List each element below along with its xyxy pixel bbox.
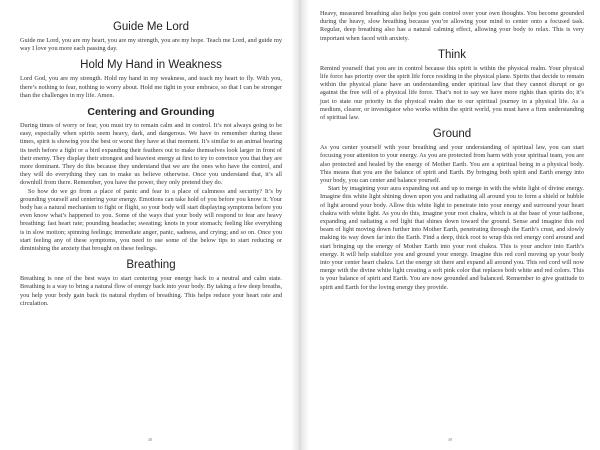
heading-hold-my-hand: Hold My Hand in Weakness [80, 59, 222, 72]
page-number-right: 49 [447, 437, 453, 442]
paragraph-centering-2: So how do we go from a place of panic and fear to a place of calmness and security? It’s by grounding yourself and centering your energy. Emotions can take hold of you before you know it. Your body has a natural mechanism to fight or flight, so your body will start displaying symptoms before you even know what’s happened to you. Some of the ways that your body will respond to fear are heavy breathing; fast heart rate; pounding headache; sweating; knots in your stomach; feeling like everything is in slow motion; spinning feelings; immediate anger, panic, sadness, and crying; and so on. Once you start feeling any of these symptoms, you need to use some of the below tips to start reducing or diminishing the anxiety that brought on these feelings. [20, 187, 282, 253]
paragraph-centering-1: During times of worry or fear, you must try to remain calm and in control. It’s not always going to be easy, especially when spirits seem heavy, dark, and dangerous. We have to remember during these times, spirit is showing you the best or worst they have at that moment. It’s similar to an animal bearing its teeth before a fight or a bird expanding their feathers out to make themselves look larger in front of their enemy. They display their strongest and heaviest energy at first to try to convince you that they are more dominant. They do this because they understand that we are the ones who have the control, and they will do everything they can to make us believe otherwise. Once you understand that, it’s all downhill from there. Remember, you have the power, they only pretend they do. [20, 122, 282, 187]
paragraph-ground-2: Start by imagining your aura expanding out and up to merge in with the white light of divine energy. Imagine this white light shining down upon you and radiating all around you to form a shield or bubble of light around your body. Allow this white light to penetrate into your energy and surround your heart chakra with white light. As you do this, imagine your root chakra, which is at the base of your tailbone, expanding and radiating a red light that shines down toward the ground. Sense and imagine this red beam of light moving down further into Mother Earth, penetrating through the Earth’s crust, and slowly making its way down far into the Earth. Find a deep, thick root to wrap this red energy cord around and start bringing up the energy of Mother Earth into your root chakra. This is your anchor into Earth’s energy. It will help stabilize you and ground your energy. Imagine this red cord moving up your body into your center heart chakra. Let the energy sit there and expand all around you. This red cord will now merge with the divine white light creating a soft pink color that replaces both white and red colors. This is your balance of spirit and Earth. You are now grounded and balanced. Remember to give gratitude to spirit and Earth for the loving energy they provide. [320, 185, 584, 291]
paragraph-ground-1: As you center yourself with your breathing and your understanding of spiritual law, you can start focusing your attention to your energy. As you are protected from harm with your spiritual team, you are also protected and healed by the energy of Mother Earth. You are a spiritual being in a physical body. This means that you are the balance of spirit and Earth. By bringing both spirit and Earth energy into your body, you can center and balance yourself. [320, 144, 584, 185]
paragraph-think: Remind yourself that you are in control because this spirit is within the physical realm. Your physical life force has priority over the spirit life force residing in the physical plane. Spirits that decide to remain within the physical plane have an understanding under spiritual law that they cannot disrupt or go against the free will of a physical life force. That’s not to say we have more rights than spirits do; it’s just to state our priority in the physical realm due to our spiritual journey in a physical life. As a medium, clearer, or investigator who works within the spirit world, you must have a firm understanding of spiritual law. [320, 64, 584, 122]
heading-think: Think [437, 48, 467, 61]
heading-ground: Ground [432, 128, 472, 141]
paragraph-breathing-continued: Heavy, measured breathing also helps you gain control over your own thoughts. You become grounded during the heavy, slow breathing because you’re allowing your mind to center onto a focused task. Regular, deep breathing also has a natural calming effect, allowing your body to relax. This is very important when faced with anxiety. [320, 10, 584, 42]
heading-guide-me-lord: Guide Me Lord [112, 21, 190, 33]
paragraph-breathing: Breathing is one of the best ways to start centering your energy back to a neutral and calm state. Breathing is a way to bring a natural flow of energy back into your body. By taking a few deep breaths, you help your body gain back its natural rhythm of breathing. This helps reduce your heart rate and circulation. [20, 275, 282, 307]
heading-breathing: Breathing [126, 259, 176, 272]
page-number-left: 48 [147, 437, 153, 442]
paragraph-hold-my-hand: Lord God, you are my strength. Hold my hand in my weakness, and teach my heart to fly. With you, there’s nothing to fear, nothing to worry about. Hold me tight in your embrace, so that I can be stronger than the challenges in my life. Amen. [20, 75, 282, 99]
paragraph-guide-me-lord: Guide me Lord, you are my heart, you are my strength, you are my hope. Teach me Lord, and guide my way I love you more each passing day. [20, 37, 282, 53]
right-page [300, 0, 600, 450]
heading-centering-grounding: Centering and Grounding [87, 106, 215, 119]
